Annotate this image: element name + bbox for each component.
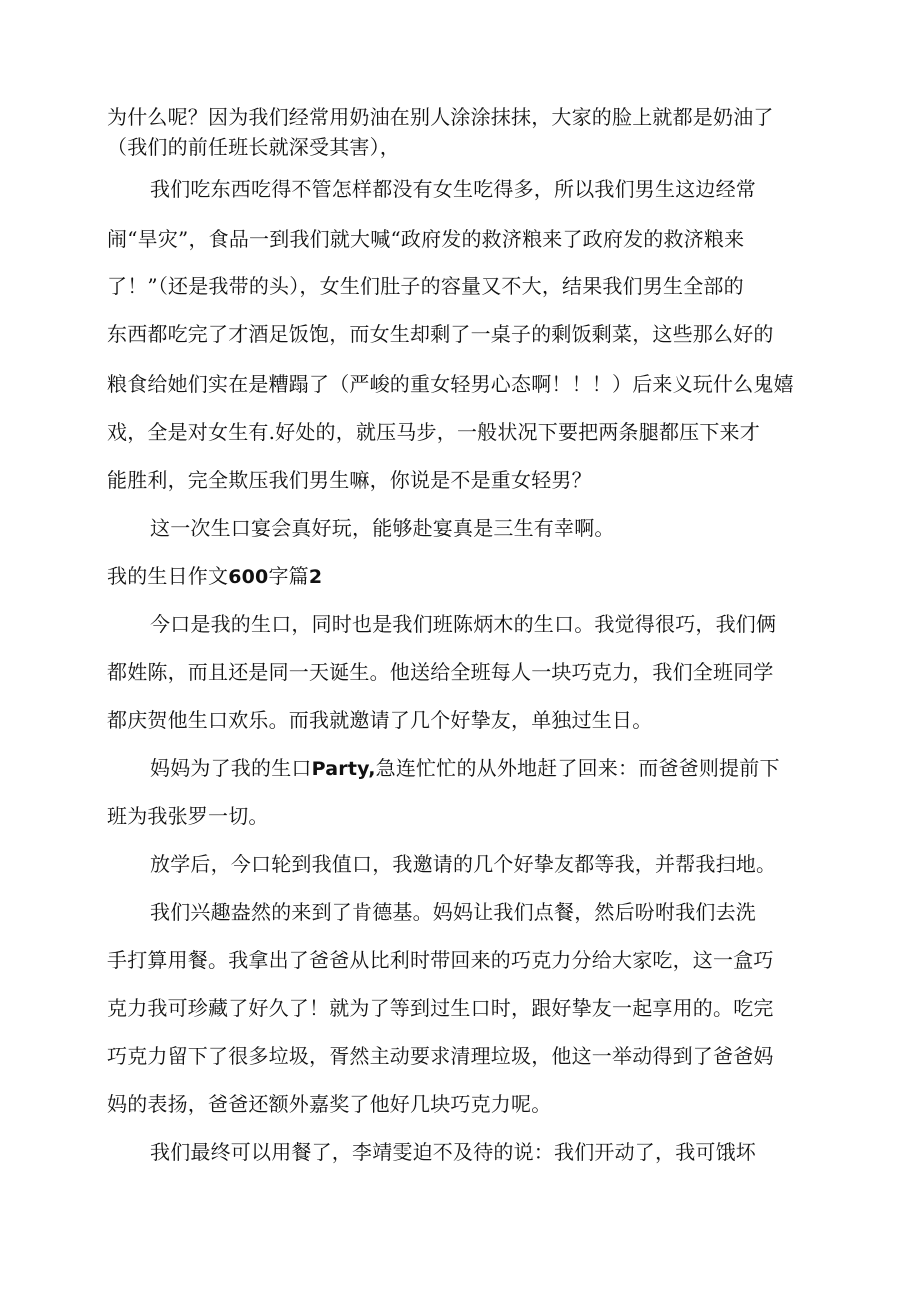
text-line: 这一次生口宴会真好玩，能够赴宴真是三生有幸啊。 <box>150 516 615 540</box>
heading-index: 2 <box>308 566 323 588</box>
text-line: 都庆贺他生口欢乐。而我就邀请了几个好挚友，单独过生日。 <box>107 708 653 732</box>
party-word: Party, <box>311 758 376 780</box>
text-line <box>150 755 920 782</box>
text-line: 班为我张罗一切。 <box>107 804 269 828</box>
section-heading <box>107 563 920 590</box>
text-line: 放学后，今口轮到我值口，我邀请的几个好挚友都等我，并帮我扫地。 <box>150 852 777 876</box>
heading-prefix: 我的生日作文 <box>107 564 229 588</box>
text-line: 克力我可珍藏了好久了！就为了等到过生口时，跟好挚友一起享用的。吃完 <box>107 996 774 1020</box>
text-line: 我们吃东西吃得不管怎样都没有女生吃得多，所以我们男生这边经常 <box>150 177 756 201</box>
party-line-prefix: 妈妈为了我的生口 <box>150 756 312 780</box>
text-line: 我们最终可以用餐了，李靖雯迫不及待的说：我们开动了，我可饿坏 <box>150 1140 756 1164</box>
text-line: 为什么呢？因为我们经常用奶油在别人涂涂抹抹，大家的脸上就都是奶油了 <box>107 105 774 129</box>
text-line: 今口是我的生口，同时也是我们班陈炳木的生口。我觉得很巧，我们俩 <box>150 612 777 636</box>
party-line-suffix: 急连忙忙的从外地赶了回来：而爸爸则提前下 <box>375 756 780 780</box>
heading-middle: 字篇 <box>268 564 309 588</box>
text-line: 我们兴趣盎然的来到了肯德基。妈妈让我们点餐，然后吩咐我们去洗 <box>150 900 756 924</box>
text-line: 巧克力留下了很多垃圾，胥然主动要求清理垃圾，他这一举动得到了爸爸妈 <box>107 1044 774 1068</box>
text-line: 闹“旱灾”，食品一到我们就大喊“政府发的救济粮来了政府发的救济粮来 <box>107 227 745 251</box>
text-line: 妈的表扬，爸爸还额外嘉奖了他好几块巧克力呢。 <box>107 1092 552 1116</box>
heading-number: 600 <box>228 566 269 588</box>
text-line: 戏，全是对女生有.好处的，就压马步，一般状况下要把两条腿都压下来才 <box>107 420 760 444</box>
text-line: 东西都吃完了才酒足饭饱，而女生却剩了一桌子的剩饭剩菜，这些那么好的 <box>107 322 774 346</box>
text-line: 手打算用餐。我拿出了爸爸从比利时带回来的巧克力分给大家吃，这一盒巧 <box>107 948 774 972</box>
text-line: 了！”（还是我带的头），女生们肚子的容量又不大，结果我们男生全部的 <box>107 274 744 298</box>
text-line: 粮食给她们实在是糟蹋了（严峻的重女轻男心态啊！！！）后来义玩什么鬼嬉 <box>107 372 794 396</box>
text-line: 都姓陈，而且还是同一天诞生。他送给全班每人一块巧克力，我们全班同学 <box>107 660 774 684</box>
text-line: 能胜利，完全欺压我们男生嘛，你说是不是重女轻男？ <box>107 468 592 492</box>
text-line: （我们的前任班长就深受其害）， <box>107 135 400 159</box>
